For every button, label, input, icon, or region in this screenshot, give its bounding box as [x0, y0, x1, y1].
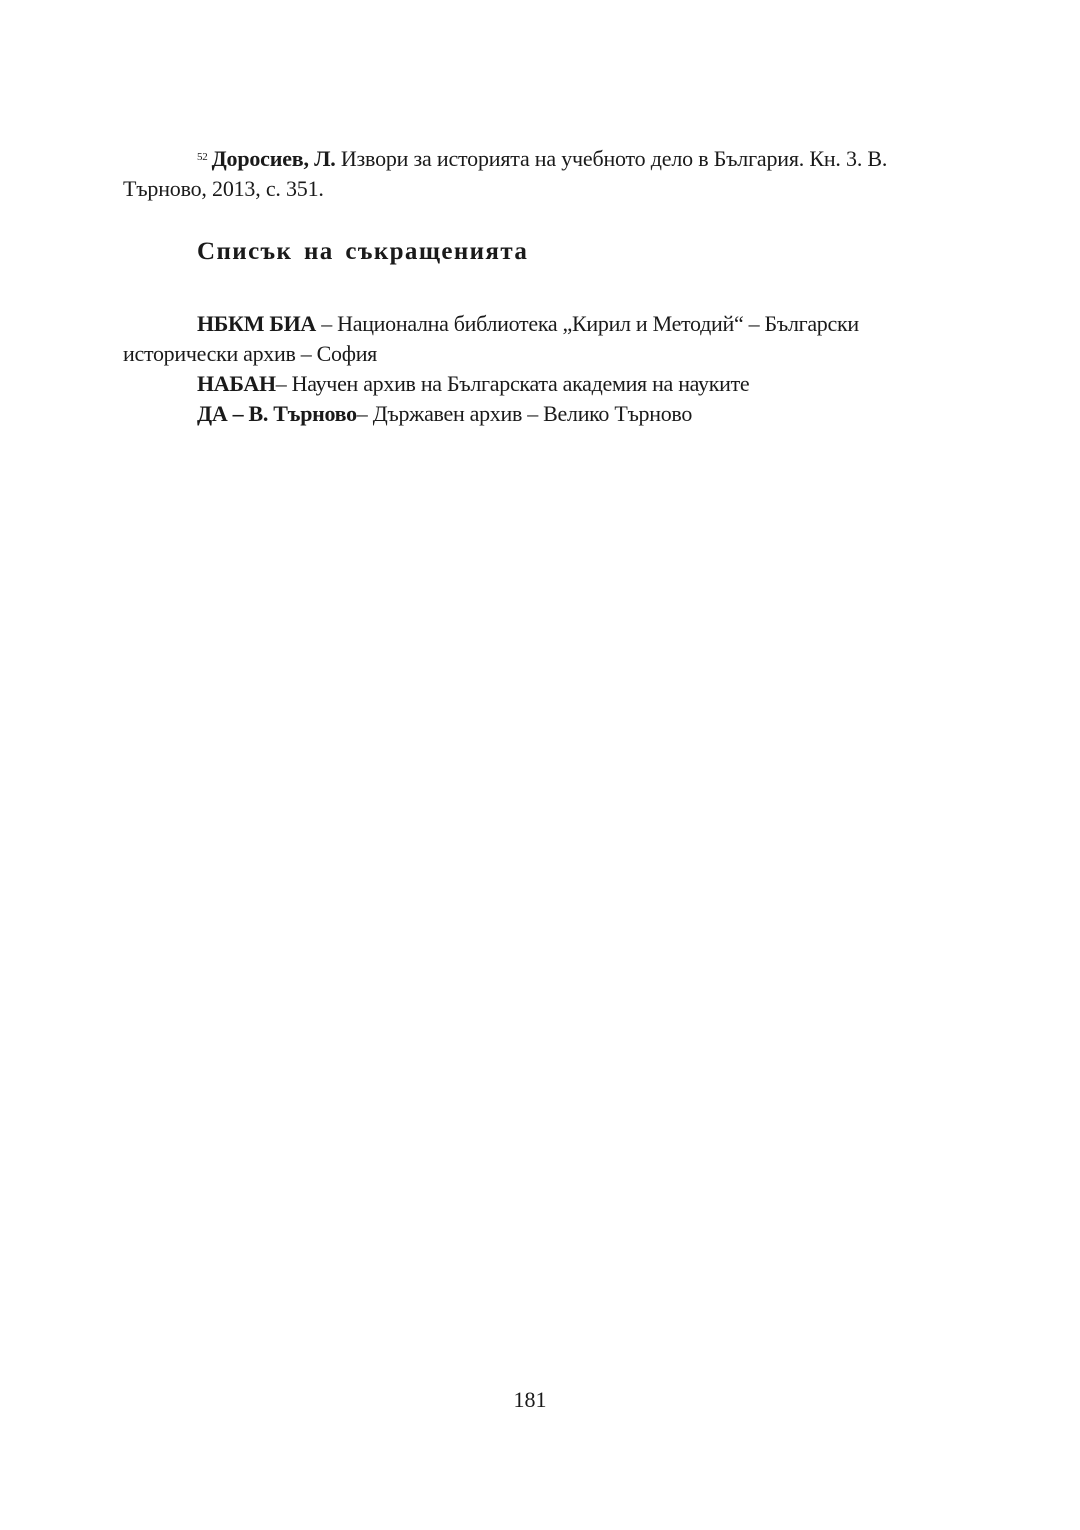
footnote-author: Доросиев, Л. — [211, 146, 336, 171]
abbreviation-list — [123, 309, 945, 429]
abbreviation-item — [123, 309, 945, 369]
abbreviation-item — [123, 399, 945, 429]
abbreviation-item — [123, 369, 945, 399]
abbreviation-description: Научен архив на Българската академия на науките — [291, 371, 750, 396]
abbreviation-description: Национална библиотека „Кирил и Методий“ – Български исторически архив – София — [123, 311, 859, 366]
abbreviation-separator: – — [275, 371, 292, 396]
abbreviation-separator: – — [356, 401, 373, 426]
page-number: 181 — [513, 1387, 547, 1412]
abbreviation-term: НБКМ БИА — [197, 311, 317, 336]
footnote-number: 52 — [197, 151, 208, 163]
abbreviation-term: ДА – В. Търново — [197, 401, 357, 426]
abbreviation-term: НАБАН — [197, 371, 276, 396]
abbreviation-separator: – — [316, 311, 338, 336]
footnote-text: Извори за историята на учебното дело в България. Кн. 3. В. Търново, 2013, с. 351. — [123, 146, 888, 201]
abbreviation-description: Държавен архив – Велико Търново — [372, 401, 693, 426]
section-heading: Списък на съкращенията — [197, 238, 529, 265]
footnote — [123, 144, 945, 204]
